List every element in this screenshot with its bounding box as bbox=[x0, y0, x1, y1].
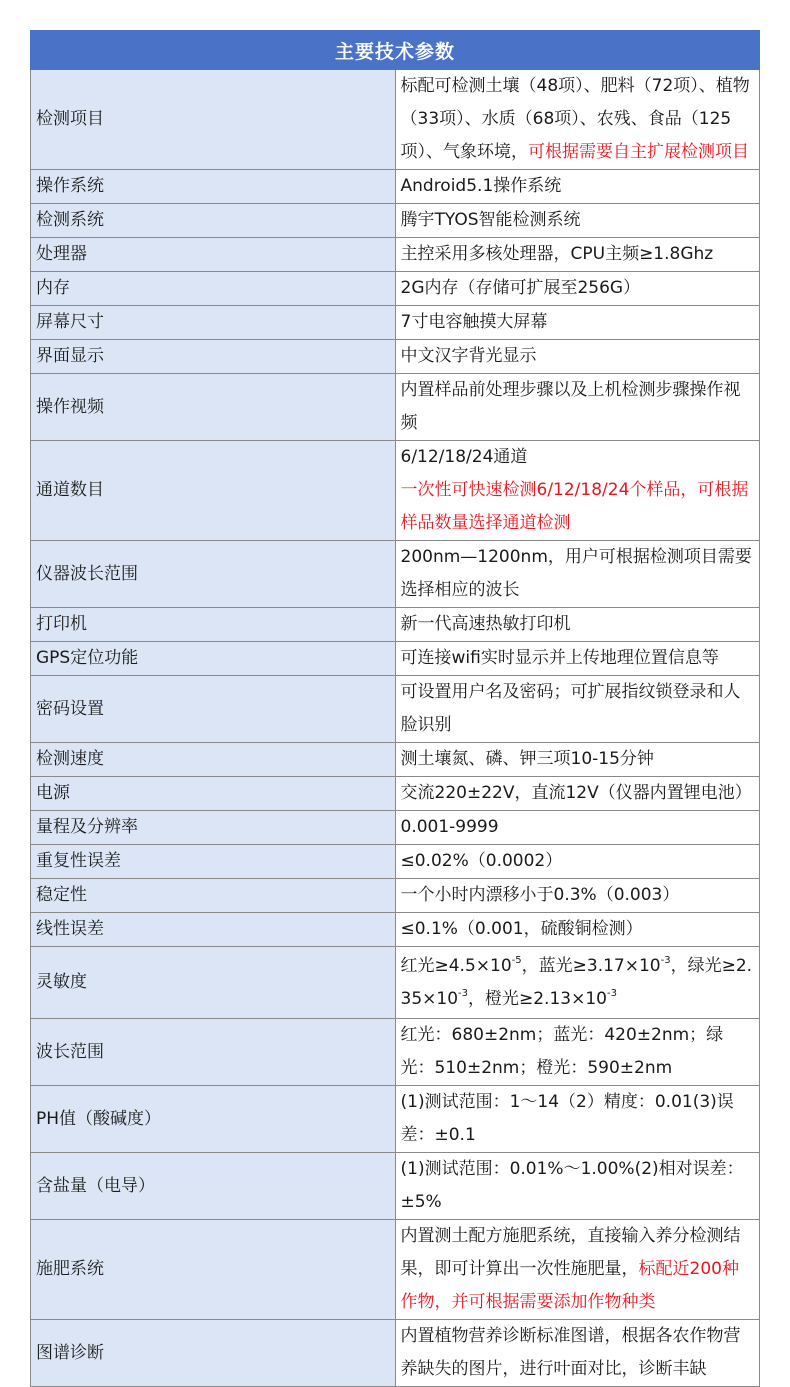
row-value: 中文汉字背光显示 bbox=[395, 340, 760, 374]
exponent: -3 bbox=[458, 987, 468, 999]
row-label: 仪器波长范围 bbox=[31, 541, 396, 608]
table-header-row bbox=[31, 31, 760, 70]
row-label: 检测速度 bbox=[31, 743, 396, 777]
row-label: PH值（酸碱度） bbox=[31, 1086, 396, 1153]
row-label: GPS定位功能 bbox=[31, 642, 396, 676]
table-row bbox=[31, 1019, 760, 1086]
table-row bbox=[31, 1220, 760, 1320]
row-value: ≤0.1%（0.001，硫酸铜检测） bbox=[395, 913, 760, 947]
row-value: (1)测试范围：0.01%～1.00%(2)相对误差：±5% bbox=[395, 1153, 760, 1220]
row-value: 主控采用多核处理器，CPU主频≥1.8Ghz bbox=[395, 238, 760, 272]
exponent: -5 bbox=[511, 954, 522, 966]
row-label: 线性误差 bbox=[31, 913, 396, 947]
row-value-highlight: 标配近200种作物，并可根据需要添加作物种类 bbox=[400, 1259, 739, 1312]
table-row bbox=[31, 811, 760, 845]
sensitivity-green: ，绿光≥2.35×10 bbox=[400, 955, 753, 1009]
table-row bbox=[31, 947, 760, 1019]
row-value: 200nm—1200nm，用户可根据检测项目需要选择相应的波长 bbox=[395, 541, 760, 608]
table-row bbox=[31, 913, 760, 947]
table-row bbox=[31, 743, 760, 777]
table-row bbox=[31, 441, 760, 541]
table-row bbox=[31, 642, 760, 676]
row-label: 密码设置 bbox=[31, 676, 396, 743]
exponent: -3 bbox=[606, 987, 617, 999]
row-value: 红光：680±2nm；蓝光：420±2nm；绿光：510±2nm；橙光：590±2nm bbox=[395, 1019, 760, 1086]
row-label: 通道数目 bbox=[31, 441, 396, 541]
sensitivity-blue: ，蓝光≥3.17×10 bbox=[521, 955, 661, 976]
row-label: 图谱诊断 bbox=[31, 1320, 396, 1387]
row-value bbox=[395, 947, 760, 1019]
row-value: 内置样品前处理步骤以及上机检测步骤操作视频 bbox=[395, 374, 760, 441]
row-value bbox=[395, 441, 760, 541]
table-row bbox=[31, 777, 760, 811]
table-row bbox=[31, 1153, 760, 1220]
spec-sheet bbox=[30, 30, 760, 1387]
table-row bbox=[31, 272, 760, 306]
row-value: 7寸电容触摸大屏幕 bbox=[395, 306, 760, 340]
row-label: 操作系统 bbox=[31, 170, 396, 204]
row-value: 内置植物营养诊断标准图谱，根据各农作物营养缺失的图片，进行叶面对比，诊断丰缺 bbox=[395, 1320, 760, 1387]
table-row bbox=[31, 676, 760, 743]
table-row bbox=[31, 204, 760, 238]
table-row bbox=[31, 879, 760, 913]
row-value: 一个小时内漂移小于0.3%（0.003） bbox=[395, 879, 760, 913]
row-value: 新一代高速热敏打印机 bbox=[395, 608, 760, 642]
row-value: 测土壤氮、磷、钾三项10-15分钟 bbox=[395, 743, 760, 777]
table-row bbox=[31, 70, 760, 170]
row-value: ≤0.02%（0.0002） bbox=[395, 845, 760, 879]
row-value: (1)测试范围：1～14（2）精度：0.01(3)误差：±0.1 bbox=[395, 1086, 760, 1153]
table-row bbox=[31, 170, 760, 204]
row-value: 可设置用户名及密码；可扩展指纹锁登录和人脸识别 bbox=[395, 676, 760, 743]
row-value: 交流220±22V，直流12V（仪器内置锂电池） bbox=[395, 777, 760, 811]
row-label: 处理器 bbox=[31, 238, 396, 272]
table-row bbox=[31, 1320, 760, 1387]
row-value bbox=[395, 1220, 760, 1320]
row-label: 施肥系统 bbox=[31, 1220, 396, 1320]
row-label: 打印机 bbox=[31, 608, 396, 642]
row-label: 重复性误差 bbox=[31, 845, 396, 879]
row-value-highlight: 可根据需要自主扩展检测项目 bbox=[528, 142, 749, 162]
row-value-text: 内置测土配方施肥系统，直接输入养分检测结果，即可计算出一次性施肥量， bbox=[400, 1226, 741, 1279]
row-value-text: 6/12/18/24通道 bbox=[400, 447, 528, 467]
table-row bbox=[31, 340, 760, 374]
row-label: 含盐量（电导） bbox=[31, 1153, 396, 1220]
row-value-text: 标配可检测土壤（48项）、肥料（72项）、植物（33项）、水质（68项）、农残、食品（125项）、气象环境， bbox=[400, 76, 750, 162]
row-value: 2G内存（存储可扩展至256G） bbox=[395, 272, 760, 306]
table-row bbox=[31, 845, 760, 879]
row-label: 内存 bbox=[31, 272, 396, 306]
table-row bbox=[31, 1086, 760, 1153]
row-label: 波长范围 bbox=[31, 1019, 396, 1086]
table-row bbox=[31, 541, 760, 608]
row-label: 量程及分辨率 bbox=[31, 811, 396, 845]
row-value bbox=[395, 70, 760, 170]
row-value: 可连接wifi实时显示并上传地理位置信息等 bbox=[395, 642, 760, 676]
table-row bbox=[31, 608, 760, 642]
row-label: 界面显示 bbox=[31, 340, 396, 374]
row-label: 操作视频 bbox=[31, 374, 396, 441]
row-label: 稳定性 bbox=[31, 879, 396, 913]
exponent: -3 bbox=[660, 954, 671, 966]
row-value: 0.001-9999 bbox=[395, 811, 760, 845]
table-row bbox=[31, 238, 760, 272]
row-label: 电源 bbox=[31, 777, 396, 811]
table-row bbox=[31, 306, 760, 340]
sensitivity-red: 红光≥4.5×10 bbox=[400, 955, 512, 976]
table-row bbox=[31, 374, 760, 441]
row-label: 灵敏度 bbox=[31, 947, 396, 1019]
sensitivity-orange: ，橙光≥2.13×10 bbox=[468, 988, 607, 1009]
row-label: 检测项目 bbox=[31, 70, 396, 170]
row-value: 腾宇TYOS智能检测系统 bbox=[395, 204, 760, 238]
table-title: 主要技术参数 bbox=[31, 31, 760, 70]
row-label: 屏幕尺寸 bbox=[31, 306, 396, 340]
row-label: 检测系统 bbox=[31, 204, 396, 238]
row-value: Android5.1操作系统 bbox=[395, 170, 760, 204]
spec-table bbox=[30, 30, 760, 1387]
row-value-highlight: 一次性可快速检测6/12/18/24个样品，可根据样品数量选择通道检测 bbox=[400, 480, 749, 533]
